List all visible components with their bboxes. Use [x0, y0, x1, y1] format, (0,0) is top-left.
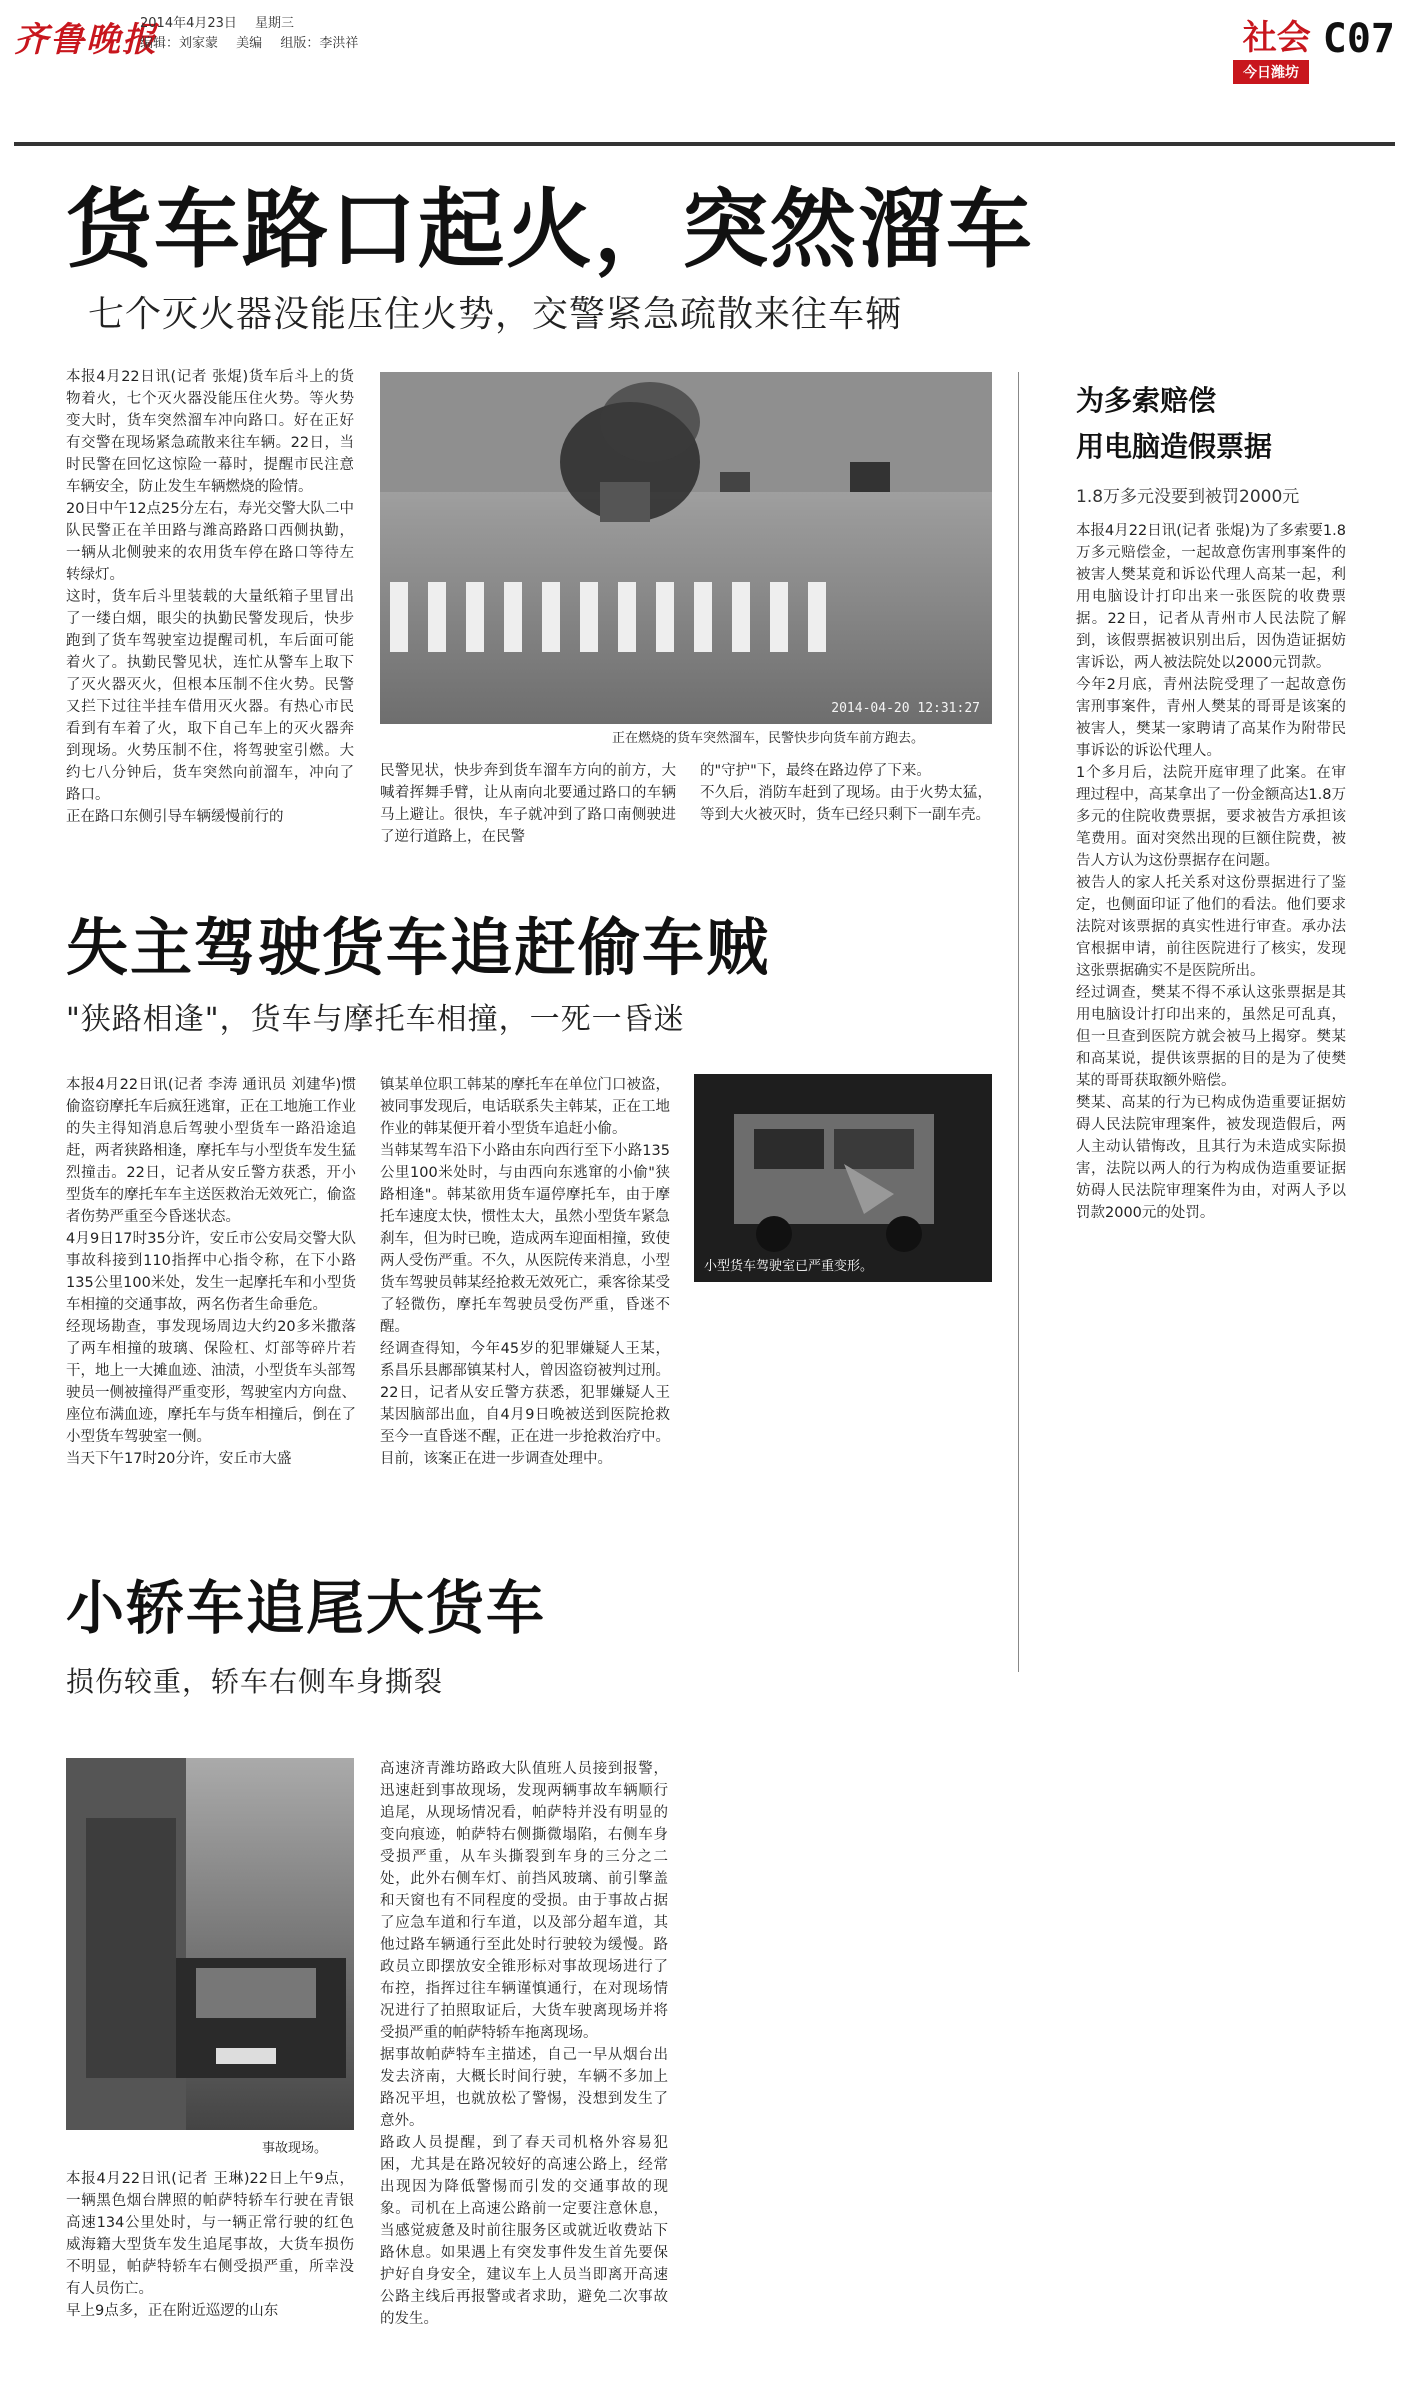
wrecked-truck-illustration	[694, 1074, 992, 1282]
article1-col1: 本报4月22日讯(记者 张焜)货车后斗上的货物着火，七个灭火器没能压住火势。等火势变大时，货车突然溜车冲向路口。好在正好有交警在现场紧急疏散来往车辆。22日，当时民警在回忆这惊险一幕时，提醒市民注意车辆安全，防止发生车辆燃烧的险情。 20日中午12点25分左右，寿光交警大队二中队民警正在羊田路与潍高路路口西侧执勤，一辆从北侧驶来的农用货车停在路口等待左转绿灯。 这时，货车后斗里装载的大量纸箱子里冒出了一缕白烟，眼尖的执勤民警发现后，快步跑到了货车驾驶室边提醒司机，车后面可能着火了。执勤民警见状，连忙从警车上取下了灭火器灭火，但根本压制不住火势。民警又拦下过往半挂车借用灭火器。有热心市民看到有车着了火，取下自己车上的灭火器奔到现场。火势压制不住，将驾驶室引燃。大约七八分钟后，货车突然向前溜车，冲向了路口。 正在路口东侧引导车辆缓慢前行的	[66, 369, 354, 825]
article1-col2: 民警见状，快步奔到货车溜车方向的前方，大喊着挥舞手臂，让从南向北要通过路口的车辆马上避让。很快，车子就冲到了路口南侧驶进了逆行道路上，在民警	[380, 763, 676, 845]
article1-headline: 货车路口起火，突然溜车	[66, 180, 1034, 280]
header-dateline	[140, 14, 308, 34]
article1-subhead: 七个灭火器没能压住火势，交警紧急疏散来往车辆	[88, 294, 903, 335]
header-weekday: 星期三	[255, 16, 295, 31]
header-rule	[14, 142, 1395, 146]
article2-photo-caption: 小型货车驾驶室已严重变形。	[704, 1259, 874, 1274]
article3-subhead: 损伤较重，轿车右侧车身撕裂	[66, 1665, 444, 1698]
header-credits	[140, 34, 372, 54]
article3-photo-caption: 事故现场。	[262, 2141, 328, 2156]
fire-scene-illustration	[380, 372, 992, 724]
section-box	[1243, 18, 1395, 64]
article2-photo	[694, 1074, 992, 1282]
sidebar-body: 本报4月22日讯(记者 张焜)为了多索要1.8万多元赔偿金，一起故意伤害刑事案件的被害人樊某竟和诉讼代理人高某一起，利用电脑设计打印出来一张医院的收费票据。22日，记者从青州市人民法院了解到，该假票据被识别出后，因伪造证据妨害诉讼，两人被法院处以2000元罚款。 今年2月底，青州法院受理了一起故意伤害刑事案件，青州人樊某的哥哥是该案的被害人，樊某一家聘请了高某作为附带民事诉讼的诉讼代理人。 1个多月后，法院开庭审理了此案。在审理过程中，高某拿出了一份金额高达1.8万多元的住院收费票据，要求被告方承担该笔费用。面对突然出现的巨额住院费，被告人方认为这份票据存在问题。 被告人的家人托关系对这份票据进行了鉴定，也侧面印证了他们的看法。他们要求法院对该票据的真实性进行审查。承办法官根据申请，前往医院进行了核实，发现这张票据确实不是医院所出。 经过调查，樊某不得不承认这张票据是其用电脑设计打印出来的，虽然足可乱真，但一旦查到医院方就会被马上揭穿。樊某和高某说，提供该票据的目的是为了使樊某的哥哥获取额外赔偿。 樊某、高某的行为已构成伪造重要证据妨碍人民法院审理案件，被发现造假后，两人主动认错悔改，且其行为未造成实际损害，法院以两人的行为构成伪造重要证据妨碍人民法院审理案件为由，对两人予以罚款2000元的处罚。	[1076, 523, 1346, 1221]
article1-col3: 的"守护"下，最终在路边停了下来。 不久后，消防车赶到了现场。由于火势太猛，等到大火被灭时，货车已经只剩下一副车壳。	[700, 763, 992, 823]
page-number: C07	[1322, 16, 1395, 62]
sidebar-subhead: 1.8万多元没要到被罚2000元	[1076, 487, 1300, 507]
section-subtitle: 今日潍坊	[1233, 60, 1309, 84]
sidebar-headline-line2: 用电脑造假票据	[1076, 430, 1273, 463]
section-name: 社会	[1242, 18, 1311, 58]
masthead-logo: 齐鲁晚报	[14, 20, 158, 60]
header-editor: 编辑：刘家蒙	[140, 36, 219, 51]
header-art: 美编	[236, 36, 263, 51]
sidebar-headline-line1: 为多索赔偿	[1076, 384, 1217, 417]
header-date: 2014年4月23日	[140, 16, 237, 31]
article2-col1: 本报4月22日讯(记者 李涛 通讯员 刘建华)惯偷盗窃摩托车后疯狂逃窜，正在工地施工作业的失主得知消息后驾驶小型货车一路沿途追赶，两者狭路相逢，摩托车与小型货车发生猛烈撞击。22日，记者从安丘警方获悉，开小型货车的摩托车车主送医救治无效死亡，偷盗者伤势严重至今昏迷状态。 4月9日17时35分许，安丘市公安局交警大队事故科接到110指挥中心指令称，在下小路135公里100米处，发生一起摩托车和小型货车相撞的交通事故，两名伤者生命垂危。 经现场勘查，事发现场周边大约20多米撒落了两车相撞的玻璃、保险杠、灯部等碎片若干，地上一大摊血迹、油渍，小型货车头部驾驶员一侧被撞得严重变形，驾驶室内方向盘、座位布满血迹，摩托车与货车相撞后，倒在了小型货车驾驶室一侧。 当天下午17时20分许，安丘市大盛	[66, 1077, 356, 1467]
article1-photo-timestamp: 2014-04-20 12:31:27	[831, 701, 980, 716]
article3-col2: 高速济青潍坊路政大队值班人员接到报警，迅速赶到事故现场，发现两辆事故车辆顺行追尾，从现场情况看，帕萨特并没有明显的变向痕迹，帕萨特右侧撕微塌陷，右侧车身受损严重，从车头撕裂到车身的三分之二处，此外右侧车灯、前挡风玻璃、前引擎盖和天窗也有不同程度的受损。由于事故占据了应急车道和行车道，以及部分超车道，其他过路车辆通行至此处时行驶较为缓慢。路政员立即摆放安全锥形标对事故现场进行了布控，指挥过往车辆谨慎通行，在对现场情况进行了拍照取证后，大货车驶离现场并将受损严重的帕萨特轿车拖离现场。 据事故帕萨特车主描述，自己一早从烟台出发去济南，大概长时间行驶，车辆不多加上路况平坦，也就放松了警惕，没想到发生了意外。 路政人员提醒，到了春天司机格外容易犯困，尤其是在路况较好的高速公路上，经常出现因为降低警惕而引发的交通事故的现象。司机在上高速公路前一定要注意休息，当感觉疲惫及时前往服务区或就近收费站下路休息。如果遇上有突发事件发生首先要保护好自身安全，建议车上人员当即离开高速公路主线后再报警或者求助，避免二次事故的发生。	[380, 1761, 668, 2327]
article3-headline: 小轿车追尾大货车	[66, 1574, 547, 1642]
rear-end-collision-illustration	[66, 1758, 354, 2130]
header-layout: 组版：李洪祥	[280, 36, 359, 51]
article2-headline: 失主驾驶货车追赶偷车贼	[66, 911, 771, 984]
article1-photo-caption: 正在燃烧的货车突然溜车，民警快步向货车前方跑去。	[612, 731, 925, 746]
article1-photo	[380, 372, 992, 724]
article2-subhead: "狭路相逢"，货车与摩托车相撞，一死一昏迷	[66, 1002, 685, 1037]
article2-col2: 镇某单位职工韩某的摩托车在单位门口被盗，被同事发现后，电话联系失主韩某，正在工地作业的韩某便开着小型货车追赶小偷。 当韩某驾车沿下小路由东向西行至下小路135公里100米处时，与由西向东逃窜的小偷"狭路相逢"。韩某欲用货车逼停摩托车，由于摩托车速度太快，惯性太大，虽然小型货车紧急刹车，但为时已晚，造成两车迎面相撞，致使两人受伤严重。不久，从医院传来消息，小型货车驾驶员韩某经抢救无效死亡，乘客徐某受了轻微伤，摩托车驾驶员受伤严重，昏迷不醒。 经调查得知，今年45岁的犯罪嫌疑人王某，系昌乐县鄌郚镇某村人，曾因盗窃被判过刑。22日，记者从安丘警方获悉，犯罪嫌疑人王某因脑部出血，自4月9日晚被送到医院抢救至今一直昏迷不醒，正在进一步抢救治疗中。 目前，该案正在进一步调查处理中。	[380, 1077, 670, 1467]
article3-col1: 本报4月22日讯(记者 王琳)22日上午9点，一辆黑色烟台牌照的帕萨特轿车行驶在青银高速134公里处时，与一辆正常行驶的红色威海籍大型货车发生追尾事故，大货车损伤不明显，帕萨特轿车右侧受损严重，所幸没有人员伤亡。 早上9点多，正在附近巡逻的山东	[66, 2171, 354, 2319]
sidebar-divider	[1018, 372, 1019, 1672]
article3-photo	[66, 1758, 354, 2130]
